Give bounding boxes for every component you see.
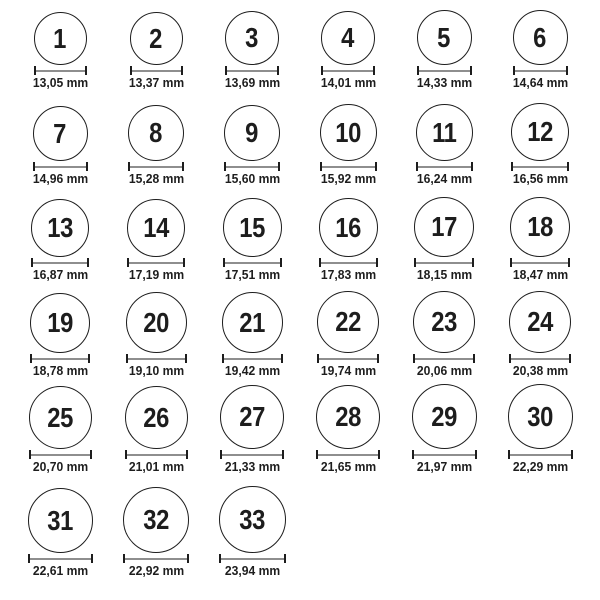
ring-circle <box>125 386 188 449</box>
diameter-ruler-icon <box>508 450 573 459</box>
ring-circle <box>28 488 93 553</box>
diameter-label: 19,42 mm <box>224 364 280 379</box>
ring-size-cell <box>300 288 396 384</box>
diameter-ruler-icon <box>34 66 87 75</box>
ring-size-number: 1 <box>53 22 67 54</box>
diameter-label: 17,83 mm <box>320 268 376 283</box>
diameter-ruler-icon <box>130 66 183 75</box>
diameter-label: 18,78 mm <box>32 364 88 379</box>
ring-circle <box>513 10 568 65</box>
ring-circle <box>412 384 477 449</box>
ruler-tick-right <box>278 162 280 171</box>
ring-size-number: 6 <box>533 21 547 53</box>
ruler-line <box>511 166 569 168</box>
ring-circle <box>224 105 280 161</box>
ruler-tick-right <box>277 66 279 75</box>
diameter-ruler-icon <box>413 354 475 363</box>
ruler-tick-right <box>280 258 282 267</box>
ring-size-cell <box>108 0 204 96</box>
diameter-ruler-icon <box>126 354 187 363</box>
ring-size-number: 20 <box>143 306 169 338</box>
ruler-tick-right <box>85 66 87 75</box>
ruler-line <box>416 166 473 168</box>
ruler-tick-left <box>417 66 419 75</box>
ruler-tick-left <box>220 450 222 459</box>
ruler-line <box>31 262 89 264</box>
ring-size-number: 23 <box>431 306 457 338</box>
ruler-tick-left <box>29 450 31 459</box>
ruler-tick-left <box>125 450 127 459</box>
ruler-tick-left <box>509 354 511 363</box>
diameter-ruler-icon <box>224 162 280 171</box>
diameter-ruler-icon <box>220 450 284 459</box>
ring-size-number: 5 <box>437 21 451 53</box>
ruler-tick-right <box>375 162 377 171</box>
ruler-line <box>220 454 284 456</box>
ring-size-number: 16 <box>335 211 361 243</box>
diameter-ruler-icon <box>29 450 92 459</box>
ring-size-cell <box>12 0 108 96</box>
ring-circle <box>220 385 284 449</box>
diameter-label: 14,64 mm <box>512 76 568 91</box>
diameter-label: 22,29 mm <box>512 460 568 475</box>
diameter-label: 18,47 mm <box>512 268 568 283</box>
ring-size-number: 4 <box>341 22 355 54</box>
ruler-line <box>34 70 87 72</box>
ruler-tick-left <box>413 354 415 363</box>
diameter-ruler-icon <box>511 162 569 171</box>
ring-size-cell <box>204 0 300 96</box>
diameter-ruler-icon <box>128 162 184 171</box>
ring-circle <box>416 104 473 161</box>
ring-size-number: 2 <box>149 22 163 54</box>
diameter-label: 15,28 mm <box>128 172 184 187</box>
diameter-label: 13,05 mm <box>32 76 88 91</box>
ring-size-cell <box>12 384 108 480</box>
diameter-label: 13,37 mm <box>128 76 184 91</box>
ring-circle <box>29 386 92 449</box>
ring-size-cell <box>204 480 300 600</box>
ruler-tick-right <box>475 450 477 459</box>
ruler-tick-left <box>223 258 225 267</box>
ruler-tick-left <box>416 162 418 171</box>
ruler-line <box>33 166 88 168</box>
diameter-label: 13,69 mm <box>224 76 280 91</box>
ruler-line <box>321 70 375 72</box>
diameter-ruler-icon <box>30 354 90 363</box>
ruler-tick-left <box>508 450 510 459</box>
diameter-label: 21,01 mm <box>128 460 184 475</box>
diameter-ruler-icon <box>513 66 568 75</box>
ruler-tick-left <box>510 258 512 267</box>
diameter-ruler-icon <box>225 66 279 75</box>
ruler-tick-left <box>219 554 221 563</box>
diameter-label: 22,61 mm <box>32 564 88 579</box>
ring-circle <box>508 384 573 449</box>
diameter-ruler-icon <box>125 450 188 459</box>
ring-size-cell <box>492 384 588 480</box>
ruler-line <box>127 262 185 264</box>
ruler-tick-left <box>123 554 125 563</box>
ring-size-cell <box>492 0 588 96</box>
ring-circle <box>511 103 569 161</box>
ruler-tick-right <box>569 354 571 363</box>
ruler-tick-left <box>31 258 33 267</box>
ruler-line <box>417 70 472 72</box>
ruler-tick-left <box>320 162 322 171</box>
ruler-tick-left <box>34 66 36 75</box>
ring-circle <box>33 106 88 161</box>
ring-circle <box>320 104 377 161</box>
ruler-tick-right <box>185 354 187 363</box>
ruler-tick-right <box>568 258 570 267</box>
ring-size-number: 12 <box>527 116 553 148</box>
ring-size-cell <box>300 384 396 480</box>
diameter-label: 20,06 mm <box>416 364 472 379</box>
ruler-line <box>219 558 286 560</box>
ring-size-number: 19 <box>47 307 73 339</box>
ruler-tick-left <box>222 354 224 363</box>
ruler-line <box>224 166 280 168</box>
diameter-ruler-icon <box>123 554 189 563</box>
ruler-tick-left <box>225 66 227 75</box>
diameter-ruler-icon <box>509 354 571 363</box>
ring-circle <box>319 198 378 257</box>
ring-size-number: 14 <box>143 212 169 244</box>
ruler-line <box>319 262 378 264</box>
ring-circle <box>417 10 472 65</box>
ring-size-cell <box>12 192 108 288</box>
ruler-tick-right <box>86 162 88 171</box>
ruler-tick-left <box>316 450 318 459</box>
ruler-tick-right <box>87 258 89 267</box>
ruler-line <box>225 70 279 72</box>
ring-circle <box>34 12 87 65</box>
diameter-label: 19,10 mm <box>128 364 184 379</box>
ring-size-number: 21 <box>239 306 265 338</box>
diameter-label: 20,38 mm <box>512 364 568 379</box>
ring-size-cell <box>492 96 588 192</box>
diameter-label: 14,33 mm <box>416 76 472 91</box>
ruler-line <box>510 262 570 264</box>
ruler-line <box>128 166 184 168</box>
ruler-line <box>320 166 377 168</box>
diameter-label: 21,97 mm <box>416 460 472 475</box>
ruler-tick-right <box>284 554 286 563</box>
ring-size-cell <box>396 288 492 384</box>
ring-size-cell <box>204 288 300 384</box>
ruler-tick-right <box>376 258 378 267</box>
ring-size-cell <box>204 384 300 480</box>
diameter-label: 16,87 mm <box>32 268 88 283</box>
ring-size-cell <box>12 96 108 192</box>
ring-size-cell <box>12 480 108 600</box>
diameter-ruler-icon <box>510 258 570 267</box>
ruler-tick-right <box>91 554 93 563</box>
ring-size-number: 3 <box>245 22 259 54</box>
diameter-label: 14,01 mm <box>320 76 376 91</box>
ruler-line <box>125 454 188 456</box>
ring-circle <box>219 486 286 553</box>
ring-circle <box>30 293 90 353</box>
ruler-tick-left <box>321 66 323 75</box>
ruler-line <box>317 358 379 360</box>
ring-size-number: 32 <box>143 504 169 536</box>
ring-size-number: 13 <box>47 212 73 244</box>
ring-size-cell <box>108 192 204 288</box>
ring-size-cell <box>108 288 204 384</box>
ring-circle <box>413 291 475 353</box>
ruler-line <box>222 358 283 360</box>
ring-size-number: 28 <box>335 401 361 433</box>
ring-size-cell <box>492 288 588 384</box>
ring-size-cell <box>300 0 396 96</box>
diameter-label: 16,56 mm <box>512 172 568 187</box>
ruler-tick-left <box>319 258 321 267</box>
diameter-ruler-icon <box>28 554 93 563</box>
ring-size-cell <box>396 192 492 288</box>
diameter-label: 21,65 mm <box>320 460 376 475</box>
diameter-label: 17,19 mm <box>128 268 184 283</box>
diameter-label: 20,70 mm <box>32 460 88 475</box>
ruler-line <box>513 70 568 72</box>
diameter-ruler-icon <box>412 450 477 459</box>
diameter-ruler-icon <box>416 162 473 171</box>
ruler-line <box>509 358 571 360</box>
ring-size-cell <box>396 0 492 96</box>
ruler-line <box>316 454 380 456</box>
ruler-line <box>508 454 573 456</box>
ruler-tick-right <box>471 162 473 171</box>
diameter-ruler-icon <box>316 450 380 459</box>
ring-size-number: 24 <box>527 306 553 338</box>
diameter-label: 14,96 mm <box>32 172 88 187</box>
ring-circle <box>225 11 279 65</box>
ruler-tick-left <box>412 450 414 459</box>
ring-circle <box>414 197 474 257</box>
ring-size-number: 17 <box>431 211 457 243</box>
ruler-tick-right <box>470 66 472 75</box>
diameter-ruler-icon <box>219 554 286 563</box>
diameter-ruler-icon <box>223 258 282 267</box>
ruler-tick-right <box>282 450 284 459</box>
ruler-tick-right <box>181 66 183 75</box>
ruler-tick-right <box>566 66 568 75</box>
ruler-tick-left <box>30 354 32 363</box>
diameter-ruler-icon <box>414 258 474 267</box>
ring-size-number: 25 <box>47 401 73 433</box>
ring-circle <box>130 12 183 65</box>
ring-circle <box>317 291 379 353</box>
ruler-line <box>29 454 92 456</box>
diameter-label: 21,33 mm <box>224 460 280 475</box>
diameter-label: 19,74 mm <box>320 364 376 379</box>
diameter-label: 15,60 mm <box>224 172 280 187</box>
ring-size-number: 10 <box>335 116 361 148</box>
ring-size-cell <box>300 96 396 192</box>
ruler-tick-right <box>377 354 379 363</box>
ring-size-cell <box>300 192 396 288</box>
diameter-ruler-icon <box>320 162 377 171</box>
ruler-tick-right <box>473 354 475 363</box>
diameter-label: 16,24 mm <box>416 172 472 187</box>
ring-circle <box>510 197 570 257</box>
ring-circle <box>509 291 571 353</box>
ring-size-number: 11 <box>431 116 457 148</box>
ruler-tick-left <box>511 162 513 171</box>
ruler-line <box>414 262 474 264</box>
ruler-line <box>126 358 187 360</box>
ruler-tick-left <box>317 354 319 363</box>
ruler-tick-right <box>187 554 189 563</box>
ruler-line <box>413 358 475 360</box>
diameter-ruler-icon <box>33 162 88 171</box>
diameter-ruler-icon <box>127 258 185 267</box>
ruler-tick-left <box>127 258 129 267</box>
ring-circle <box>321 11 375 65</box>
ruler-tick-right <box>88 354 90 363</box>
ruler-tick-left <box>128 162 130 171</box>
ring-circle <box>316 385 380 449</box>
ruler-tick-right <box>571 450 573 459</box>
diameter-label: 15,92 mm <box>320 172 376 187</box>
ring-size-cell <box>12 288 108 384</box>
ruler-line <box>123 558 189 560</box>
ring-size-number: 18 <box>527 211 553 243</box>
ruler-tick-right <box>373 66 375 75</box>
ruler-tick-left <box>28 554 30 563</box>
ring-size-cell <box>396 384 492 480</box>
ring-size-number: 22 <box>335 306 361 338</box>
ruler-tick-right <box>281 354 283 363</box>
diameter-label: 23,94 mm <box>224 564 280 579</box>
diameter-label: 17,51 mm <box>224 268 280 283</box>
ring-circle <box>223 198 282 257</box>
ring-size-cell <box>108 96 204 192</box>
ring-size-number: 29 <box>431 400 457 432</box>
ruler-tick-right <box>183 258 185 267</box>
ring-size-number: 8 <box>149 117 163 149</box>
ring-size-number: 31 <box>47 504 73 536</box>
diameter-ruler-icon <box>222 354 283 363</box>
ruler-tick-left <box>414 258 416 267</box>
ring-size-cell <box>204 192 300 288</box>
ring-size-cell <box>108 384 204 480</box>
diameter-ruler-icon <box>321 66 375 75</box>
ruler-tick-right <box>472 258 474 267</box>
ruler-tick-right <box>90 450 92 459</box>
diameter-label: 22,92 mm <box>128 564 184 579</box>
ruler-line <box>30 358 90 360</box>
ruler-tick-left <box>513 66 515 75</box>
ring-circle <box>128 105 184 161</box>
ruler-tick-left <box>33 162 35 171</box>
ring-size-number: 26 <box>143 401 169 433</box>
ring-size-cell <box>204 96 300 192</box>
ruler-line <box>28 558 93 560</box>
ring-size-number: 7 <box>53 117 67 149</box>
ruler-tick-right <box>186 450 188 459</box>
ring-size-number: 9 <box>245 117 259 149</box>
ruler-tick-left <box>130 66 132 75</box>
ruler-line <box>130 70 183 72</box>
ruler-tick-right <box>567 162 569 171</box>
diameter-ruler-icon <box>31 258 89 267</box>
ring-circle <box>31 199 89 257</box>
ruler-line <box>412 454 477 456</box>
ruler-tick-left <box>224 162 226 171</box>
ring-circle <box>222 292 283 353</box>
ring-size-cell <box>108 480 204 600</box>
ruler-tick-left <box>126 354 128 363</box>
diameter-ruler-icon <box>319 258 378 267</box>
ring-size-number: 33 <box>239 503 265 535</box>
ring-size-cell <box>396 96 492 192</box>
ruler-tick-right <box>378 450 380 459</box>
ring-circle <box>126 292 187 353</box>
ring-circle <box>127 199 185 257</box>
ruler-line <box>223 262 282 264</box>
ruler-tick-right <box>182 162 184 171</box>
diameter-ruler-icon <box>317 354 379 363</box>
ring-size-number: 15 <box>239 211 265 243</box>
diameter-ruler-icon <box>417 66 472 75</box>
diameter-label: 18,15 mm <box>416 268 472 283</box>
ring-circle <box>123 487 189 553</box>
ring-size-number: 27 <box>239 401 265 433</box>
ring-size-cell <box>492 192 588 288</box>
ring-size-number: 30 <box>527 400 553 432</box>
